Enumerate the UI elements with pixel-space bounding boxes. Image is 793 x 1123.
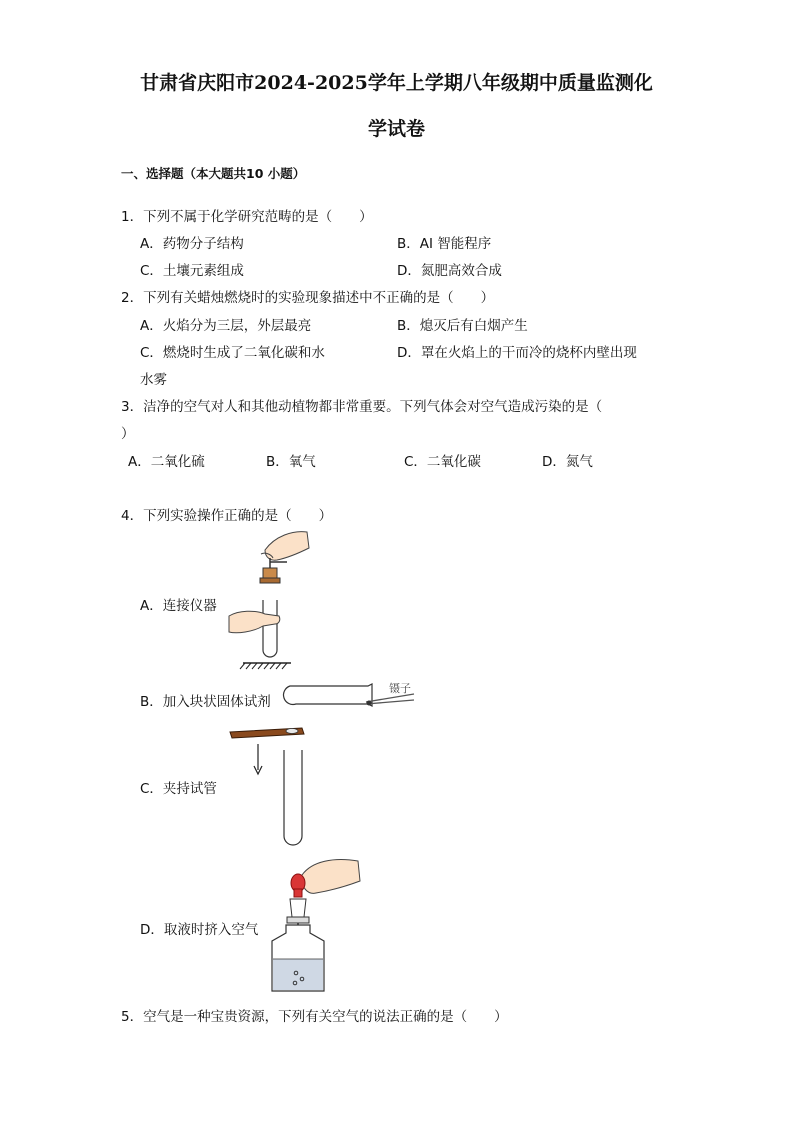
q4-option-a: A．连接仪器	[140, 598, 217, 614]
exam-title-line1: 甘肃省庆阳市2024-2025学年上学期八年级期中质量监测化	[140, 72, 653, 94]
q3-option-b: B．氧气	[266, 454, 316, 470]
hand-icon	[302, 860, 360, 894]
q2-option-c: C．燃烧时生成了二氧化碳和水	[140, 345, 325, 361]
q4c-figure	[228, 722, 308, 850]
q1-stem: 1．下列不属于化学研究范畴的是（ ）	[121, 209, 373, 225]
q2-option-a: A．火焰分为三层，外层最亮	[140, 318, 312, 334]
q3-option-d: D．氮气	[542, 454, 593, 470]
vertical-test-tube	[284, 750, 302, 845]
horizontal-test-tube	[284, 684, 372, 706]
q3-stem-line1: 3．洁净的空气对人和其他动植物都非常重要。下列气体会对空气造成污染的是（	[121, 399, 603, 415]
q2-option-d-line1: D．罩在火焰上的干而冷的烧杯内壁出现	[397, 345, 637, 361]
q3-option-a: A．二氧化硫	[128, 454, 205, 470]
q4a-figure	[225, 528, 315, 673]
q3-stem-line2: ）	[121, 426, 135, 442]
q4-option-d: D．取液时挤入空气	[140, 922, 259, 938]
q2-option-d-line2: 水雾	[140, 372, 167, 388]
q1-option-d: D．氮肥高效合成	[397, 263, 502, 279]
q5-stem: 5．空气是一种宝贵资源，下列有关空气的说法正确的是（ ）	[121, 1009, 508, 1025]
q1-option-b: B．AI 智能程序	[397, 236, 492, 252]
q2-stem: 2．下列有关蜡烛燃烧时的实验现象描述中不正确的是（ ）	[121, 290, 495, 306]
q3-option-c: C．二氧化碳	[404, 454, 481, 470]
exam-title-line2: 学试卷	[367, 118, 425, 140]
q1-option-c: C．土壤元素组成	[140, 263, 244, 279]
q4-stem: 4．下列实验操作正确的是（ ）	[121, 508, 333, 524]
section-heading: 一、选择题（本大题共10 小题）	[121, 166, 306, 181]
test-tube	[263, 600, 277, 657]
tweezers-label: 镊子	[389, 682, 411, 695]
q1-option-a: A．药物分子结构	[140, 236, 244, 252]
q4-option-b: B．加入块状固体试剂	[140, 694, 271, 710]
q4-option-c: C．夹持试管	[140, 781, 217, 797]
q2-option-b: B．熄灭后有白烟产生	[397, 318, 528, 334]
q4d-figure	[268, 855, 368, 997]
